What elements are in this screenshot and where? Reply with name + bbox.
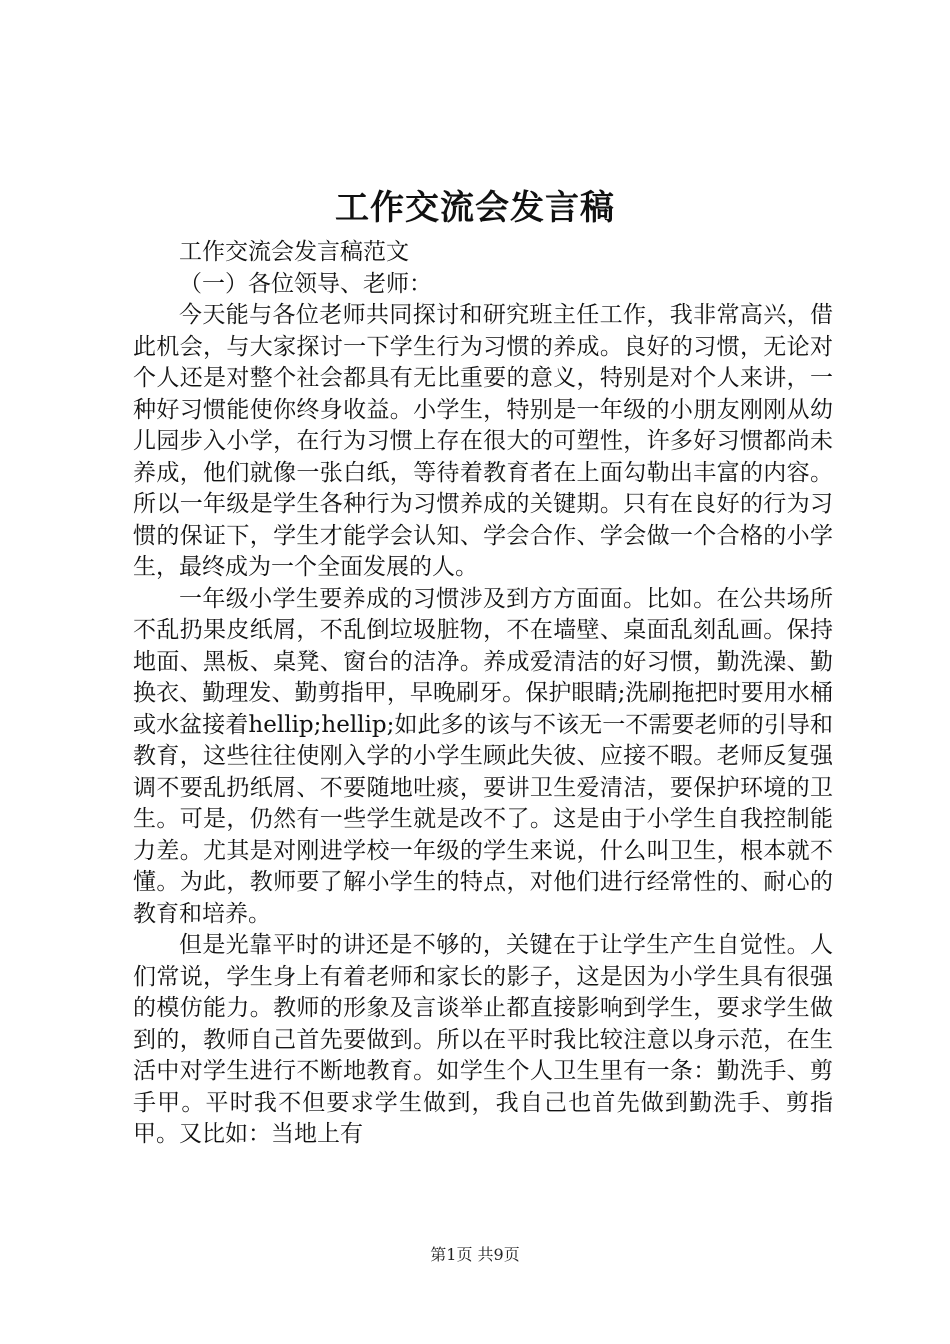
body-paragraph: 今天能与各位老师共同探讨和研究班主任工作，我非常高兴，借此机会，与大家探讨一下学生行为习惯的养成。良好的习惯，无论对个人还是对整个社会都具有无比重要的意义，特别是对个人来讲，一种好习惯能使你终身收益。小学生，特别是一年级的小朋友刚刚从幼儿园步入小学，在行为习惯上存在很大的可塑性，许多好习惯都尚未养成，他们就像一张白纸，等待着教育者在上面勾勒出丰富的内容。所以一年级是学生各种行为习惯养成的关键期。只有在良好的行为习惯的保证下，学生才能学会认知、学会合作、学会做一个合格的小学生，最终成为一个全面发展的人。 [133,302,833,580]
document-body [133,237,833,1151]
body-paragraph: 但是光靠平时的讲还是不够的，关键在于让学生产生自觉性。人们常说，学生身上有着老师和家长的影子，这是因为小学生具有很强的模仿能力。教师的形象及言谈举止都直接影响到学生，要求学生做到的，教师自己首先要做到。所以在平时我比较注意以身示范，在生活中对学生进行不断地教育。如学生个人卫生里有一条：勤洗手、剪手甲。平时我不但要求学生做到，我自己也首先做到勤洗手、剪指甲。又比如：当地上有 [133,932,833,1147]
salutation-paragraph: （一）各位领导、老师： [179,270,432,297]
subtitle-paragraph: 工作交流会发言稿范文 [179,239,409,265]
document-title: 工作交流会发言稿 [335,188,615,228]
body-paragraph: 一年级小学生要养成的习惯涉及到方方面面。比如。在公共场所不乱扔果皮纸屑，不乱倒垃圾脏物，不在墙壁、桌面乱刻乱画。保持地面、黑板、桌凳、窗台的洁净。养成爱清洁的好习惯，勤洗澡、勤换衣、勤理发、勤剪指甲，早晚刷牙。保护眼睛;洗刷拖把时要用水桶或水盆接着hellip;hellip;如此多的该与不该无一不需要老师的引导和教育，这些往往使刚入学的小学生顾此失彼、应接不暇。老师反复强调不要乱扔纸屑、不要随地吐痰，要讲卫生爱清洁，要保护环境的卫生。可是，仍然有一些学生就是改不了。这是由于小学生自我控制能力差。尤其是对刚进学校一年级的学生来说，什么叫卫生，根本就不懂。为此，教师要了解小学生的特点，对他们进行经常性的、耐心的教育和培养。 [133,585,833,927]
page-number-footer: 第1页 共9页 [430,1245,520,1264]
